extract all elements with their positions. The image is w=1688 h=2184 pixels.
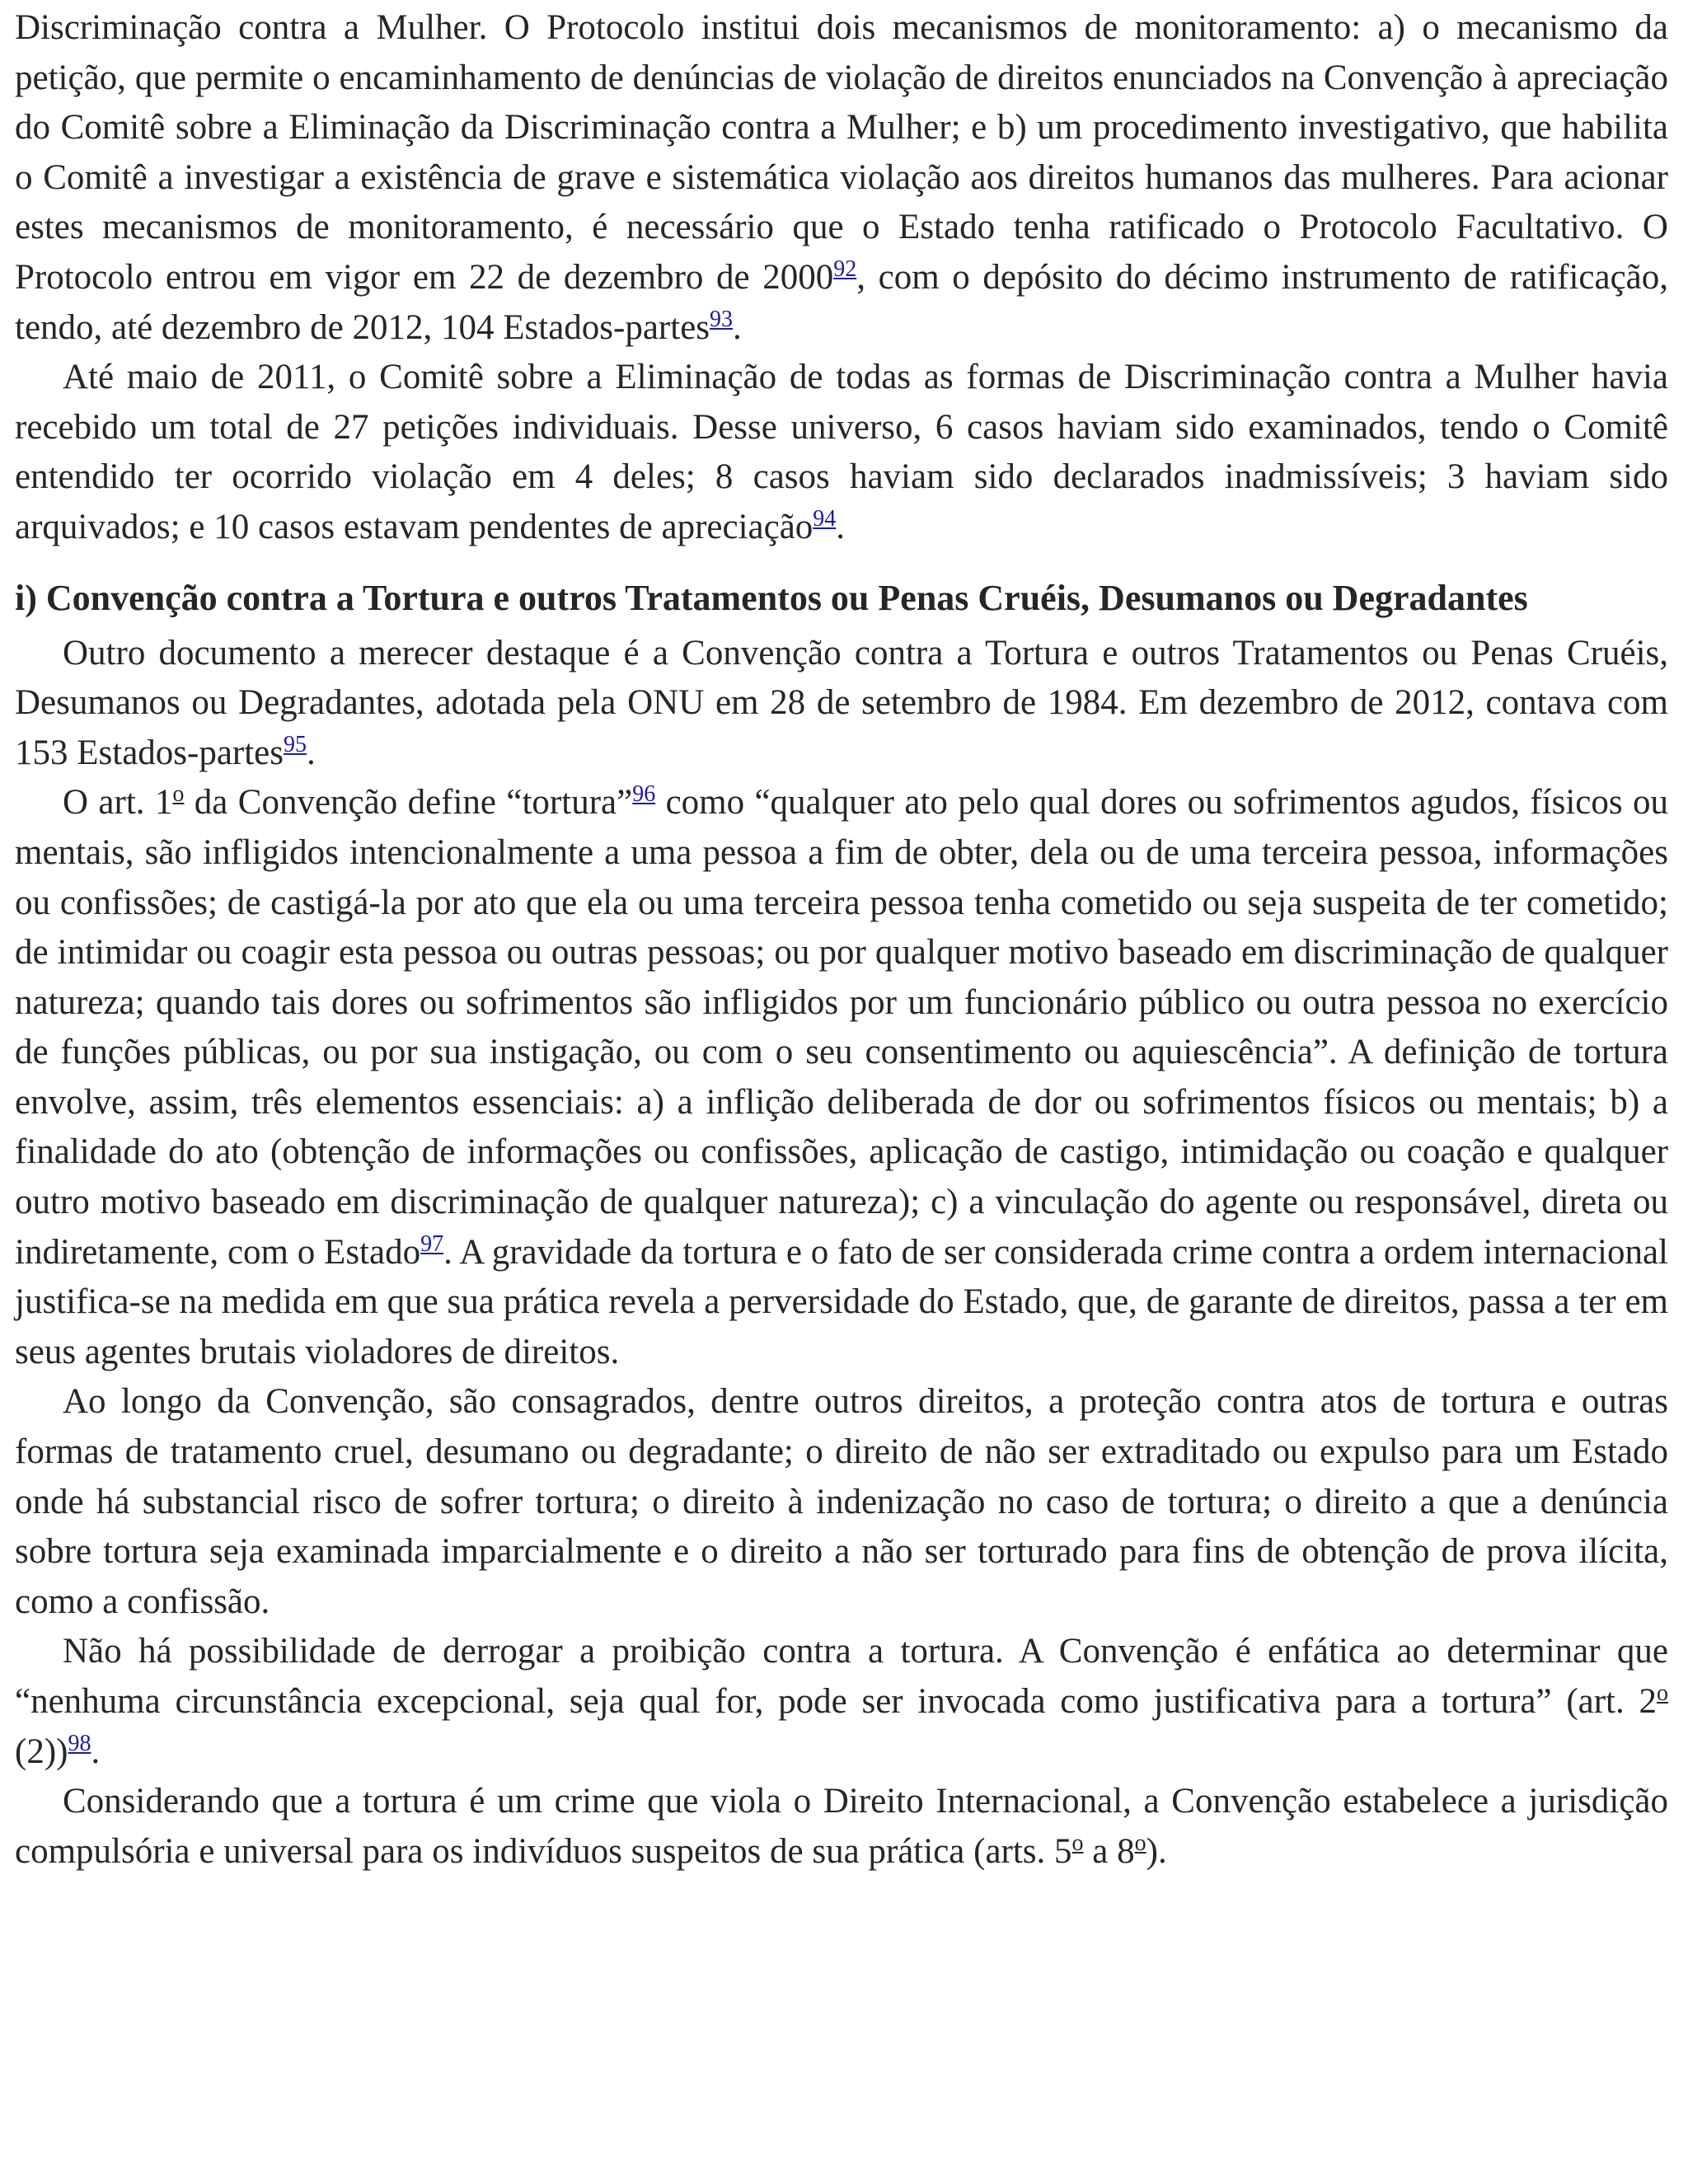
paragraph-committee-petitions bbox=[15, 353, 1668, 552]
text-segment: ). bbox=[1146, 1831, 1167, 1871]
text-segment: Ao longo da Convenção, são consagrados, dentre outros direitos, a proteção contra atos de tortura e outras formas de tratamento cruel, desumano ou degradante; o direito de não ser extraditado ou expulso para um Estado onde há substancial risco de sofrer tortura; o direito à indenização no caso de tortura; o direito a que a denúncia sobre tortura seja examinada imparcialmente e o direito a não ser torturado para fins de obtenção de prova ilícita, como a confissão. bbox=[15, 1382, 1668, 1621]
ordinal-indicator: o bbox=[1657, 1680, 1668, 1706]
section-heading: i) Convenção contra a Tortura e outros Tratamentos ou Penas Cruéis, Desumanos ou Degradantes bbox=[15, 577, 1528, 618]
paragraph-protocol-mechanisms bbox=[15, 3, 1668, 353]
footnote-ref-95[interactable]: 95 bbox=[284, 731, 307, 757]
footnote-ref-92[interactable]: 92 bbox=[833, 255, 857, 282]
document-page bbox=[15, 0, 1668, 1877]
ordinal-indicator: o bbox=[1071, 1830, 1084, 1856]
text-segment: O art. 1 bbox=[63, 783, 173, 823]
text-segment: , com o depósito do décimo instrumento de ratificação, tendo, até dezembro de 2012, 104 Estados-partes bbox=[15, 257, 1668, 347]
paragraph-universal-jurisdiction bbox=[15, 1777, 1668, 1877]
footnote-ref-94[interactable]: 94 bbox=[813, 505, 837, 532]
text-segment: Considerando que a tortura é um crime que viola o Direito Internacional, a Convenção estabelece a jurisdição compulsória e universal para os indivíduos suspeitos de sua prática (arts. 5 bbox=[15, 1782, 1668, 1871]
text-segment: Não há possibilidade de derrogar a proibição contra a tortura. A Convenção é enfática ao determinar que “nenhuma circunstância excepcional, seja qual for, pode ser invocada como justificativa para a tortura” (art. 2 bbox=[15, 1632, 1668, 1721]
text-segment: a 8 bbox=[1083, 1831, 1135, 1871]
text-segment: da Convenção define “tortura” bbox=[184, 783, 633, 823]
text-segment: . A gravidade da tortura e o fato de ser considerada crime contra a ordem internacional justifica-se na medida em que sua prática revela a perversidade do Estado, que, de garante de direitos, passa a ter em seus agentes brutais violadores de direitos. bbox=[15, 1232, 1668, 1371]
text-segment: . bbox=[307, 733, 316, 772]
footnote-ref-93[interactable]: 93 bbox=[710, 306, 734, 332]
text-segment: . bbox=[733, 307, 742, 347]
text-segment: Discriminação contra a Mulher. O Protocolo institui dois mecanismos de monitoramento: a) o mecanismo da petição, que permite o encaminhamento de denúncias de violação de direitos enunciados na Convenção à apreciação do Comitê sobre a Eliminação da Discriminação contra a Mulher; e b) um procedimento investigativo, que habilita o Comitê a investigar a existência de grave e sistemática violação aos direitos humanos das mulheres. Para acionar estes mecanismos de monitoramento, é necessário que o Estado tenha ratificado o Protocolo Facultativo. O Protocolo entrou em vigor em 22 de dezembro de 2000 bbox=[15, 8, 1668, 297]
text-segment: . bbox=[91, 1732, 101, 1771]
text-segment: Até maio de 2011, o Comitê sobre a Eliminação de todas as formas de Discriminação contra a Mulher havia recebido um total de 27 petições individuais. Desse universo, 6 casos haviam sido examinados, tendo o Comitê entendido ter ocorrido violação em 4 deles; 8 casos haviam sido declarados inadmissíveis; 3 haviam sido arquivados; e 10 casos estavam pendentes de apreciação bbox=[15, 358, 1668, 546]
paragraph-rights-consecrated bbox=[15, 1377, 1668, 1627]
text-segment: como “qualquer ato pelo qual dores ou sofrimentos agudos, físicos ou mentais, são infligidos intencionalmente a uma pessoa a fim de obter, dela ou de uma terceira pessoa, informações ou confissões; de castigá-la por ato que ela ou uma terceira pessoa tenha cometido ou seja suspeita de ter cometido; de intimidar ou coagir esta pessoa ou outras pessoas; ou por qualquer motivo baseado em discriminação de qualquer natureza; quando tais dores ou sofrimentos são infligidos por um funcionário público ou outra pessoa no exercício de funções públicas, ou por sua instigação, ou com o seu consentimento ou aquiescência”. A definição de tortura envolve, assim, três elementos essenciais: a) a inflição deliberada de dor ou sofrimentos físicos ou mentais; b) a finalidade do ato (obtenção de informações ou confissões, aplicação de castigo, intimidação ou coação e qualquer outro motivo baseado em discriminação de qualquer natureza); c) a vinculação do agente ou responsável, direta ou indiretamente, com o Estado bbox=[15, 783, 1669, 1272]
text-segment: Outro documento a merecer destaque é a Convenção contra a Tortura e outros Tratamentos ou Penas Cruéis, Desumanos ou Degradantes, adotada pela ONU em 28 de setembro de 1984. Em dezembro de 2012, contava com 153 Estados-partes bbox=[15, 633, 1668, 772]
ordinal-indicator: o bbox=[172, 781, 185, 808]
footnote-ref-98[interactable]: 98 bbox=[68, 1730, 91, 1756]
paragraph-torture-definition bbox=[15, 778, 1668, 1377]
paragraph-no-derogation bbox=[15, 1627, 1668, 1777]
text-segment: (2)) bbox=[15, 1732, 68, 1771]
text-segment: . bbox=[836, 507, 846, 546]
footnote-ref-97[interactable]: 97 bbox=[420, 1230, 444, 1257]
ordinal-indicator: o bbox=[1134, 1830, 1146, 1856]
footnote-ref-96[interactable]: 96 bbox=[632, 781, 656, 808]
paragraph-torture-convention bbox=[15, 629, 1668, 779]
